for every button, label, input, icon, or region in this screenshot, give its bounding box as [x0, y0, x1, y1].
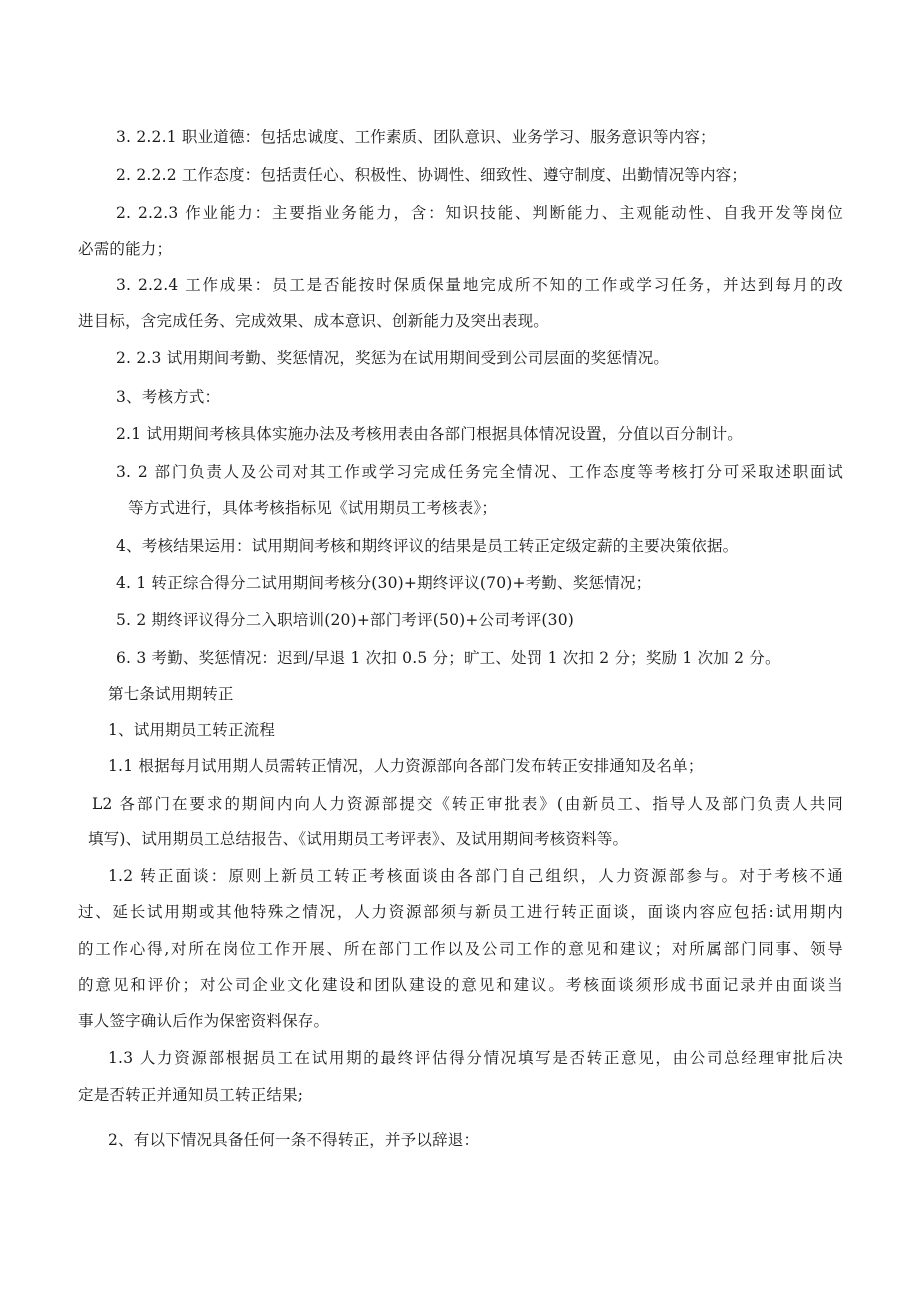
text-line: 1.1 根据每月试用期人员需转正情况，人力资源部向各部门发布转正安排通知及名单； [108, 757, 704, 775]
text-line: 必需的能力； [78, 240, 173, 258]
text-line: 等方式进行，具体考核指标见《试用期员工考核表》； [128, 499, 498, 517]
text-line: 4、考核结果运用：试用期间考核和期终评议的结果是员工转正定级定薪的主要决策依据。 [116, 537, 739, 555]
text-line: 的工作心得,对所在岗位工作开展、所在部门工作以及公司工作的意见和建议；对所属部门同事、领导 [78, 940, 843, 958]
text-line: 4. 1 转正综合得分二试用期间考核分(30)+期终评议(70)+考勤、奖惩情况； [116, 574, 652, 592]
text-line: L2 各部门在要求的期间内向人力资源部提交《转正审批表》(由新员工、指导人及部门负责人共同 [92, 795, 843, 813]
text-line: 过、延长试用期或其他特殊之情况，人力资源部须与新员工进行转正面谈，面谈内容应包括:试用期内 [78, 903, 843, 921]
text-line: 2.1 试用期间考核具体实施办法及考核用表由各部门根据具体情况设置，分值以百分制计。 [116, 425, 743, 443]
text-line: 3. 2.2.4 工作成果：员工是否能按时保质保量地完成所不知的工作或学习任务，并达到每月的改 [116, 276, 843, 294]
text-line: 2、有以下情况具备任何一条不得转正，并予以辞退： [108, 1131, 480, 1149]
text-line: 3. 2 部门负责人及公司对其工作或学习完成任务完全情况、工作态度等考核打分可采取述职面试 [116, 463, 843, 481]
text-line: 的意见和评价；对公司企业文化建设和团队建设的意见和建议。考核面谈须形成书面记录并由面谈当 [78, 976, 843, 994]
text-line: 1.3 人力资源部根据员工在试用期的最终评估得分情况填写是否转正意见，由公司总经理审批后决 [108, 1049, 843, 1067]
text-line: 1、试用期员工转正流程 [108, 721, 276, 739]
text-line: 3. 2.2.1 职业道德：包括忠诚度、工作素质、团队意识、业务学习、服务意识等内容； [116, 128, 716, 146]
text-line: 第七条试用期转正 [108, 685, 234, 703]
text-line: 3、考核方式： [116, 388, 221, 406]
text-line: 进目标，含完成任务、完成效果、成本意识、创新能力及突出表现。 [78, 312, 550, 330]
text-line: 5. 2 期终评议得分二入职培训(20)+部门考评(50)+公司考评(30) [116, 611, 575, 629]
text-line: 事人签字确认后作为保密资料保存。 [78, 1012, 330, 1030]
text-line: 填写)、试用期员工总结报告、《试用期员工考评表》、及试用期间考核资料等。 [88, 830, 629, 848]
text-line: 6. 3 考勤、奖惩情况：迟到/早退 1 次扣 0.5 分；旷工、处罚 1 次扣 2 分；奖励 1 次加 2 分。 [116, 649, 781, 667]
text-line: 1.2 转正面谈：原则上新员工转正考核面谈由各部门自己组织，人力资源部参与。对于考核不通 [108, 867, 843, 885]
text-line: 2. 2.3 试用期间考勤、奖惩情况，奖惩为在试用期间受到公司层面的奖惩情况。 [116, 349, 670, 367]
text-line: 2. 2.2.3 作业能力：主要指业务能力，含：知识技能、判断能力、主观能动性、自我开发等岗位 [116, 204, 843, 222]
text-line: 2. 2.2.2 工作态度：包括责任心、积极性、协调性、细致性、遵守制度、出勤情况等内容； [116, 166, 748, 184]
text-line: 定是否转正并通知员工转正结果; [78, 1086, 304, 1104]
